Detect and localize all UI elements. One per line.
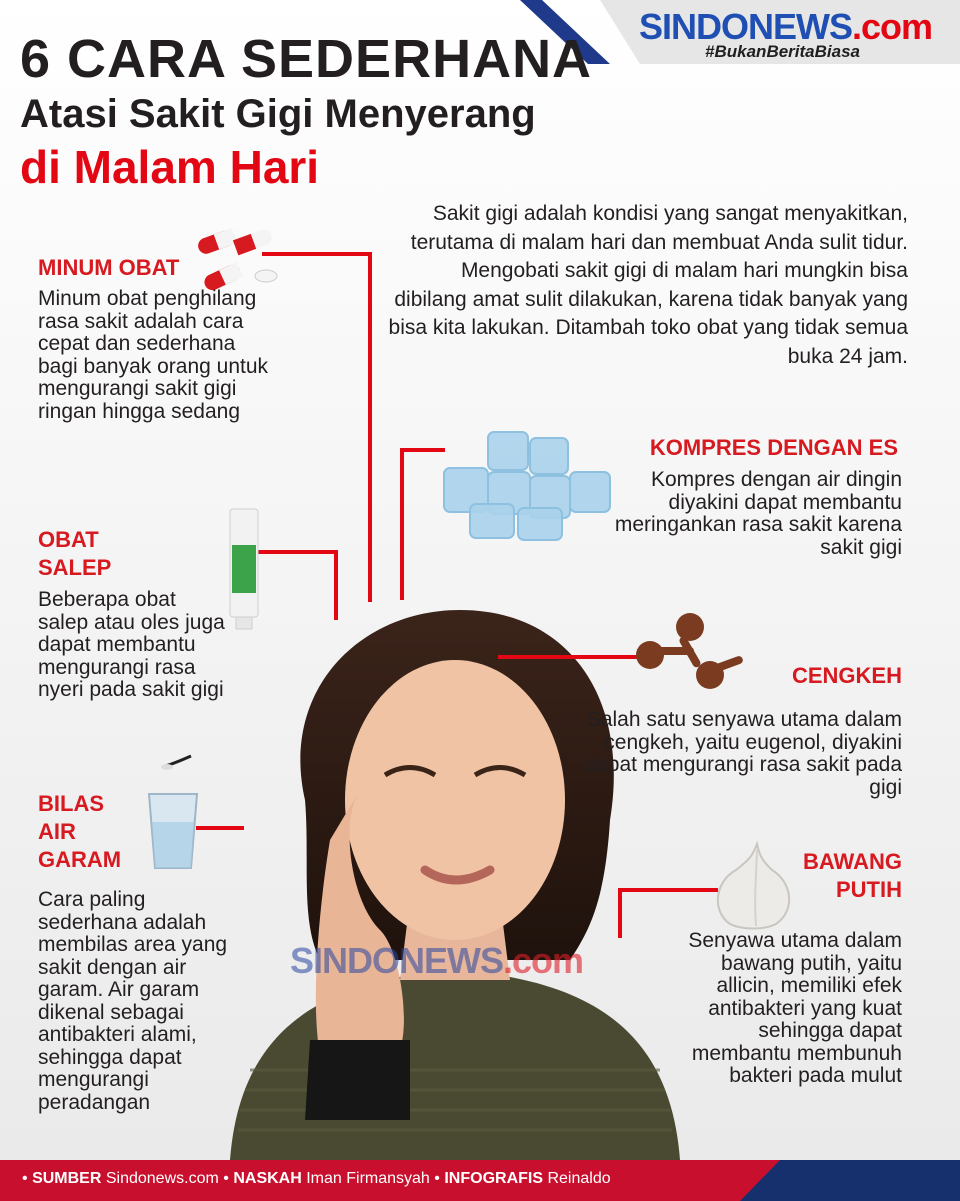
page-subtitle: Atasi Sakit Gigi Menyerang bbox=[20, 92, 536, 136]
intro-paragraph: Sakit gigi adalah kondisi yang sangat menyakitkan, terutama di malam hari dan membuat Anda sulit tidur. Mengobati sakit gigi di malam hari mungkin bisa dibilang amat sulit dilakukan, karena tidak banyak yang bisa kita lakukan. Ditambah toko obat yang tidak semua buka 24 jam. bbox=[388, 202, 908, 368]
footer-infografis-label: INFOGRAFIS bbox=[444, 1170, 544, 1187]
connector-line bbox=[368, 252, 372, 602]
connector-line bbox=[400, 448, 445, 452]
section-title-line: GARAM bbox=[38, 847, 122, 872]
logo-text: SINDONEWS bbox=[638, 6, 852, 47]
section-title-line: BAWANG bbox=[803, 849, 902, 874]
logo-domain: .com bbox=[851, 6, 932, 47]
section-body-bawang-putih: Senyawa utama dalam bawang putih, yaitu allicin, memiliki efek antibakteri yang kuat sehingga dapat membantu membunuh bakteri pada mulut bbox=[688, 929, 902, 1087]
footer-credits bbox=[22, 1170, 611, 1188]
tagline: #BukanBeritaBiasa bbox=[705, 42, 860, 61]
watermark-domain: .com bbox=[503, 940, 584, 981]
footer-infografis-value: Reinaldo bbox=[547, 1170, 611, 1187]
footer-bullet: • bbox=[223, 1170, 229, 1187]
connector-line bbox=[400, 448, 404, 600]
section-title-bilas-air-garam bbox=[38, 790, 121, 874]
cloves-icon bbox=[630, 605, 745, 700]
footer-bullet: • bbox=[434, 1170, 440, 1187]
connector-line bbox=[618, 888, 622, 938]
page-title: 6 CARA SEDERHANA bbox=[20, 29, 593, 89]
section-title-line: SALEP bbox=[38, 555, 112, 580]
section-body-bilas-air-garam: Cara paling sederhana adalah membilas area yang sakit dengan air garam. Air garam dikenal sebagai antibakteri alami, sehingga dapat mengurangi peradangan bbox=[38, 888, 228, 1114]
section-title-kompres-es: KOMPRES DENGAN ES bbox=[649, 435, 898, 460]
section-body-minum-obat: Minum obat penghilang rasa sakit adalah cara cepat dan sederhana bagi banyak orang untuk mengurangi sakit gigi ringan hingga sedang bbox=[38, 287, 269, 423]
section-title-bawang-putih bbox=[803, 848, 902, 904]
ointment-tube-icon bbox=[226, 505, 262, 630]
connector-line bbox=[618, 888, 718, 892]
footer-naskah-label: NASKAH bbox=[233, 1170, 302, 1187]
footer-naskah-value: Iman Firmansyah bbox=[306, 1170, 430, 1187]
connector-line bbox=[258, 550, 338, 554]
woman-toothache-illustration bbox=[210, 600, 700, 1160]
section-body-obat-salep: Beberapa obat salep atau oles juga dapat membantu mengurangi rasa nyeri pada sakit gigi bbox=[38, 588, 225, 701]
ice-cubes-icon bbox=[440, 428, 615, 543]
salt-water-glass-icon bbox=[143, 752, 205, 872]
section-body-cengkeh: Salah satu senyawa utama dalam cengkeh, yaitu eugenol, diyakini dapat mengurangi rasa sakit pada gigi bbox=[584, 708, 902, 799]
section-title-minum-obat: MINUM OBAT bbox=[38, 255, 180, 280]
footer-bullet: • bbox=[22, 1170, 28, 1187]
garlic-icon bbox=[712, 840, 797, 930]
section-title-line: PUTIH bbox=[836, 877, 902, 902]
section-title-line: OBAT bbox=[38, 527, 99, 552]
watermark bbox=[290, 940, 583, 982]
footer-sumber-value: Sindonews.com bbox=[105, 1170, 219, 1187]
connector-line bbox=[334, 550, 338, 620]
section-title-obat-salep bbox=[38, 526, 111, 582]
section-title-cengkeh: CENGKEH bbox=[791, 663, 902, 688]
watermark-text: SINDONEWS bbox=[290, 940, 504, 981]
section-title-line: AIR bbox=[38, 819, 76, 844]
section-title-line: BILAS bbox=[38, 791, 104, 816]
pills-icon bbox=[196, 218, 286, 293]
footer-sumber-label: SUMBER bbox=[32, 1170, 102, 1187]
page-subtitle-highlight: di Malam Hari bbox=[20, 141, 320, 193]
connector-line bbox=[498, 655, 638, 659]
section-body-kompres-es: Kompres dengan air dingin diyakini dapat membantu meringankan rasa sakit karena sakit gigi bbox=[614, 468, 902, 559]
